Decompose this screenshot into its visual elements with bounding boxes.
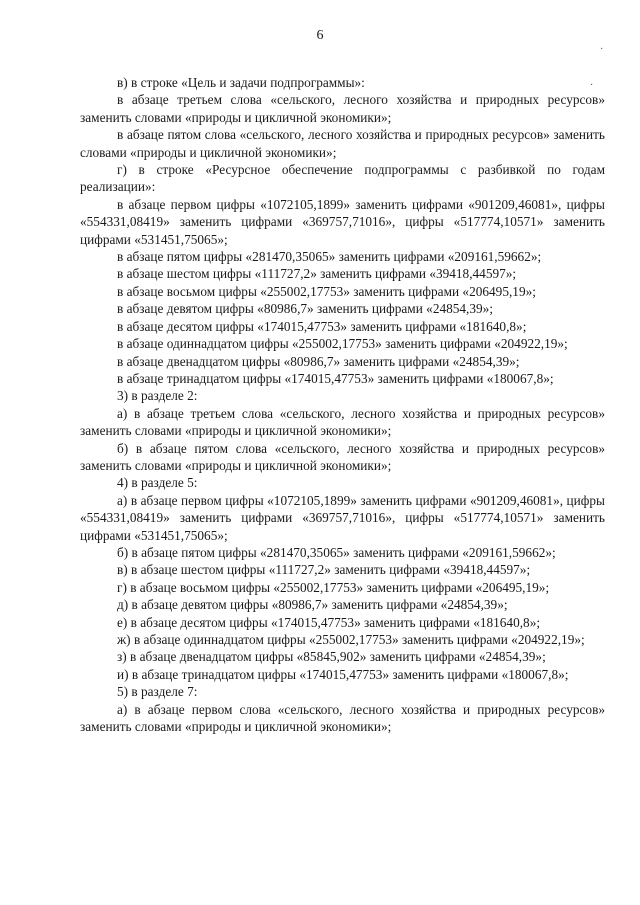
scan-speck: · bbox=[590, 80, 594, 91]
document-body bbox=[80, 74, 605, 735]
paragraph: в абзаце тринадцатом цифры «174015,47753» заменить цифрами «180067,8»; bbox=[117, 370, 554, 386]
paragraph: д) в абзаце девятом цифры «80986,7» заменить цифрами «24854,39»; bbox=[117, 597, 508, 613]
paragraph: и) в абзаце тринадцатом цифры «174015,47753» заменить цифрами «180067,8»; bbox=[117, 666, 569, 682]
paragraph: в абзаце пятом слова «сельского, лесного хозяйства и природных ресурсов» заменить словами «природы и цикличной экономики»; bbox=[80, 127, 605, 160]
paragraph: ж) в абзаце одиннадцатом цифры «255002,17753» заменить цифрами «204922,19»; bbox=[117, 632, 585, 647]
paragraph: з) в абзаце двенадцатом цифры «85845,902» заменить цифрами «24854,39»; bbox=[117, 649, 546, 665]
paragraph: в абзаце шестом цифры «111727,2» заменить цифрами «39418,44597»; bbox=[117, 266, 517, 282]
paragraph: г) в строке «Ресурсное обеспечение подпрограммы с разбивкой по годам реализации»: bbox=[80, 162, 605, 195]
paragraph: в) в абзаце шестом цифры «111727,2» заменить цифрами «39418,44597»; bbox=[117, 562, 531, 578]
paragraph: б) в абзаце пятом цифры «281470,35065» заменить цифрами «209161,59662»; bbox=[117, 544, 556, 560]
paragraph: г) в абзаце восьмом цифры «255002,17753» заменить цифрами «206495,19»; bbox=[117, 579, 550, 595]
paragraph: 4) в разделе 5: bbox=[117, 475, 198, 491]
paragraph: а) в абзаце третьем слова «сельского, лесного хозяйства и природных ресурсов» заменить словами «природы и цикличной экономики»; bbox=[80, 405, 605, 439]
paragraph: в абзаце девятом цифры «80986,7» заменить цифрами «24854,39»; bbox=[117, 301, 494, 317]
paragraph: в абзаце одиннадцатом цифры «255002,17753» заменить цифрами «204922,19»; bbox=[117, 336, 568, 352]
paragraph: 5) в разделе 7: bbox=[117, 684, 198, 700]
page-number: 6 bbox=[316, 28, 324, 43]
paragraph: в абзаце двенадцатом цифры «80986,7» заменить цифрами «24854,39»; bbox=[117, 353, 520, 369]
paragraph: в абзаце восьмом цифры «255002,17753» заменить цифрами «206495,19»; bbox=[117, 283, 536, 299]
paragraph: в абзаце первом цифры «1072105,1899» заменить цифрами «901209,46081», цифры «554331,08419» заменить цифрами «369757,71016», цифры «517774,10571» заменить цифрами «531451,75065»; bbox=[80, 196, 605, 247]
paragraph: 3) в разделе 2: bbox=[117, 388, 198, 404]
paragraph: в абзаце десятом цифры «174015,47753» заменить цифрами «181640,8»; bbox=[117, 318, 527, 334]
paragraph: а) в абзаце первом слова «сельского, лесного хозяйства и природных ресурсов» заменить словами «природы и цикличной экономики»; bbox=[80, 701, 605, 735]
paragraph: в) в строке «Цель и задачи подпрограммы»: bbox=[117, 75, 365, 90]
scan-speck: · bbox=[600, 44, 604, 55]
paragraph: а) в абзаце первом цифры «1072105,1899» заменить цифрами «901209,46081», цифры «554331,08419» заменить цифрами «369757,71016», цифры «517774,10571» заменить цифрами «531451,75065»; bbox=[80, 492, 605, 543]
paragraph: в абзаце пятом цифры «281470,35065» заменить цифрами «209161,59662»; bbox=[117, 249, 542, 265]
paragraph: б) в абзаце пятом слова «сельского, лесного хозяйства и природных ресурсов» заменить словами «природы и цикличной экономики»; bbox=[80, 440, 605, 473]
paragraph: е) в абзаце десятом цифры «174015,47753» заменить цифрами «181640,8»; bbox=[117, 614, 541, 630]
paragraph: в абзаце третьем слова «сельского, лесного хозяйства и природных ресурсов» заменить словами «природы и цикличной экономики»; bbox=[80, 92, 605, 125]
